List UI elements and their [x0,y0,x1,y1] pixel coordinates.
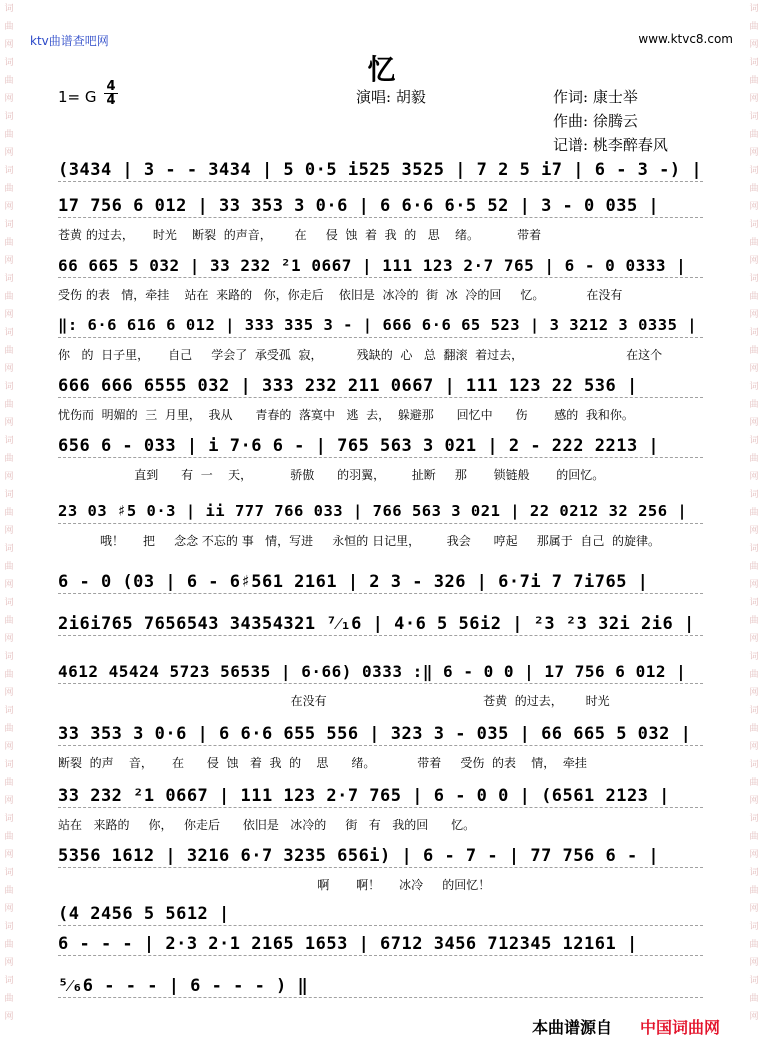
site-url: www.ktvc8.com [638,32,733,46]
notation-line: 2i6i765 7656543 34354321 ⁷⁄₁6 | 4·6 5 56i2 | ²3 ²3 32i 2i6 | [58,614,695,634]
notation-line: 6 - - - | 2·3 2·1 2165 1653 | 6712 3456 712345 12161 | [58,934,638,954]
underline-beam [58,457,703,458]
meter-top: 4 [106,79,116,94]
lyric-line: 哦！ 把 念念 不忘的 事 情，写进 永恒的 日记里， 我会 哼起 那属于 自己 的旋律。 [58,534,660,548]
notation-line: (4 2456 5 5612 | [58,904,230,924]
notation-line: 17 756 6 012 | 33 353 3 0·6 | 6 6·6 6·5 52 | 3 - 0 035 | [58,196,660,216]
key-signature: 1= G [58,88,97,106]
underline-beam [58,635,703,636]
source-site-link[interactable]: 中国词曲网 [640,1018,721,1037]
underline-beam [58,867,703,868]
underline-beam [58,337,703,338]
lyric-line: 啊 啊！ 冰冷 的回忆！ [58,878,491,892]
transcriber-credit: 记谱: 桃李醉春风 [553,136,668,154]
notation-line: 656 6 - 033 | i 7·6 6 - | 765 563 3 021 | 2 - 222 2213 | [58,436,660,456]
underline-beam [58,925,703,926]
notation-line: 5356 1612 | 3216 6·7 3235 656i) | 6 - 7 - | 77 756 6 - | [58,846,660,866]
underline-beam [58,807,703,808]
underline-beam [58,955,703,956]
notation-line: ‖: 6·6 616 6 012 | 333 335 3 - | 666 6·6 65 523 | 3 3212 3 0335 | [58,316,698,334]
time-signature [104,80,118,107]
composer-credit: 作曲: 徐腾云 [553,112,638,130]
notation-line: 66 665 5 032 | 33 232 ²1 0667 | 111 123 2·7 765 | 6 - 0 0333 | [58,256,687,275]
lyric-line: 直到 有 一 天， 骄傲 的羽翼， 扯断 那 锁链般 的回忆。 [58,468,605,482]
underline-beam [58,397,703,398]
source-label: 本曲谱源自 [532,1018,613,1037]
notation-line: 33 353 3 0·6 | 6 6·6 655 556 | 323 3 - 035 | 66 665 5 032 | [58,724,692,744]
left-watermark-column: 词曲网词曲网词曲网词曲网词曲网词曲网词曲网词曲网词曲网词曲网词曲网词曲网词曲网词曲网词曲网词曲网词曲网词曲网词曲网 [4,4,14,1022]
lyric-line: 受伤 的表 情，牵挂 站在 来路的 你，你走后 依旧是 冰冷的 街 冰 冷的回 忆。 在没有 [58,288,623,302]
meter-bottom: 4 [104,93,118,107]
notation-line: (3434 | 3 - - 3434 | 5 0·5 i525 3525 | 7 2 5 i7 | 6 - 3 -) | [58,160,703,180]
underline-beam [58,277,703,278]
underline-beam [58,181,703,182]
notation-line: 666 666 6555 032 | 333 232 211 0667 | 111 123 22 536 | [58,376,638,396]
lyric-line: 断裂 的声 音， 在 侵 蚀 着 我 的 思 绪。 带着 受伤 的表 情， 牵挂 [58,756,587,770]
notation-line: 23 03 ♯5 0·3 | ii 777 766 033 | 766 563 3 021 | 22 0212 32 256 | [58,502,688,520]
lyric-line: 站在 来路的 你， 你走后 依旧是 冰冷的 街 有 我的回 忆。 [58,818,476,832]
site-name-left: ktv曲谱查吧网 [30,34,109,48]
lyric-line: 忧伤而 明媚的 三 月里， 我从 青春的 落寞中 逃 去， 躲避那 回忆中 伤 感的 我和你。 [58,408,634,422]
underline-beam [58,217,703,218]
lyric-line: 你 的 日子里， 自己 学会了 承受孤 寂， 残缺的 心 总 翻滚 着过去， 在这个 [58,348,663,362]
underline-beam [58,523,703,524]
lyric-line: 在没有 苍黄 的过去， 时光 [58,694,610,708]
lyric-line: 苍黄 的过去， 时光 断裂 的声音， 在 侵 蚀 着 我 的 思 绪。 带着 [58,228,542,242]
notation-line: ⁵⁄₆6 - - - | 6 - - - ) ‖ [58,976,309,996]
lyricist-credit: 作词: 康士举 [553,88,638,106]
underline-beam [58,997,703,998]
singer-credit: 演唱: 胡毅 [356,88,426,106]
notation-line: 4612 45424 5723 56535 | 6·66) 0333 :‖ 6 - 0 0 | 17 756 6 012 | [58,662,687,681]
underline-beam [58,745,703,746]
underline-beam [58,593,703,594]
song-title: 忆 [367,53,396,86]
notation-line: 6 - 0 (03 | 6 - 6♯561 2161 | 2 3 - 326 | 6·7i 7 7i765 | [58,572,649,592]
right-watermark-column: 词曲网词曲网词曲网词曲网词曲网词曲网词曲网词曲网词曲网词曲网词曲网词曲网词曲网词曲网词曲网词曲网词曲网词曲网词曲网 [749,4,759,1022]
notation-line: 33 232 ²1 0667 | 111 123 2·7 765 | 6 - 0 0 | (6561 2123 | [58,786,670,806]
underline-beam [58,683,703,684]
